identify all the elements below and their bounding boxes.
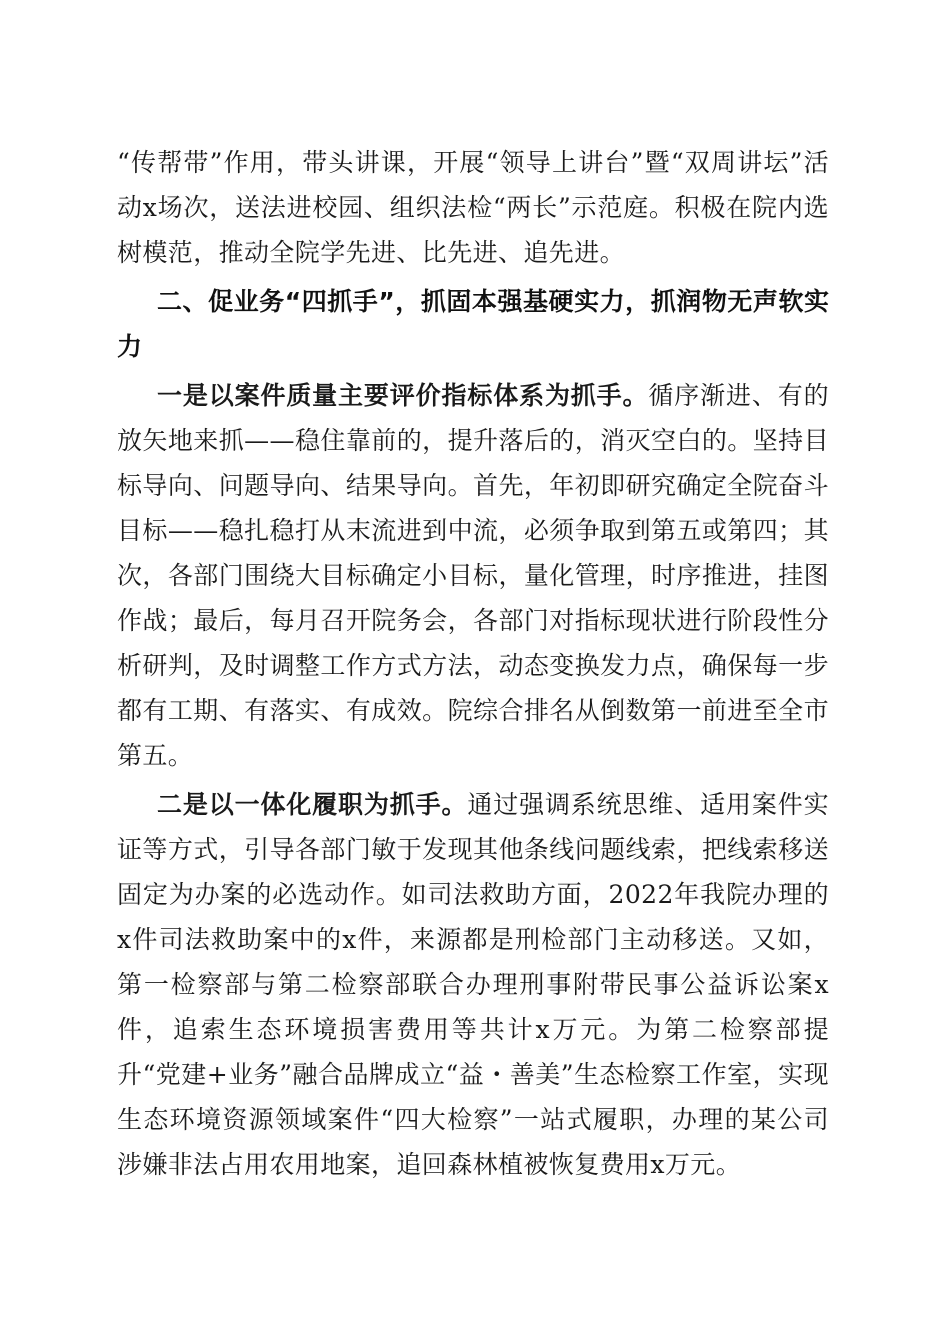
- paragraph-body-integrated-duty: 通过强调系统思维、适用案件实证等方式，引导各部门敏于发现其他条线问题线索，把线索移送固定为办案的必选动作。如司法救助方面，2022年我院办理的x件司法救助案中的x件，来源都是刑检部门主动移送。又如，第一检察部与第二检察部联合办理刑事附带民事公益诉讼案x件，追索生态环境损害费用等共计x万元。为第二检察部提升“党建+业务”融合品牌成立“益・善美”生态检察工作室，实现生态环境资源领域案件“四大检察”一站式履职，办理的某公司涉嫌非法占用农用地案，追回森林植被恢复费用x万元。: [117, 790, 829, 1179]
- paragraph-integrated-duty: [117, 782, 829, 1187]
- paragraph-body-case-quality: 循序渐进、有的放矢地来抓——稳住靠前的，提升落后的，消灭空白的。坚持目标导向、问题导向、结果导向。首先，年初即研究确定全院奋斗目标——稳扎稳打从末流进到中流，必须争取到第五或第四；其次，各部门围绕大目标确定小目标，量化管理，时序推进，挂图作战；最后，每月召开院务会，各部门对指标现状进行阶段性分析研判，及时调整工作方式方法，动态变换发力点，确保每一步都有工期、有落实、有成效。院综合排名从倒数第一前进至全市第五。: [117, 381, 829, 770]
- section-heading-two: 二、促业务“四抓手”，抓固本强基硬实力，抓润物无声软实力: [117, 287, 829, 361]
- paragraph-mentoring-activities: “传帮带”作用，带头讲课，开展“领导上讲台”暨“双周讲坛”活动x场次，送法进校园、组织法检“两长”示范庭。积极在院内选树模范，推动全院学先进、比先进、追先进。: [117, 148, 829, 267]
- paragraph-lead-case-quality: 一是以案件质量主要评价指标体系为抓手。: [157, 381, 649, 410]
- paragraph-lead-integrated-duty: 二是以一体化履职为抓手。: [157, 790, 468, 819]
- paragraph-case-quality: [117, 373, 829, 778]
- document-body: [117, 140, 829, 1191]
